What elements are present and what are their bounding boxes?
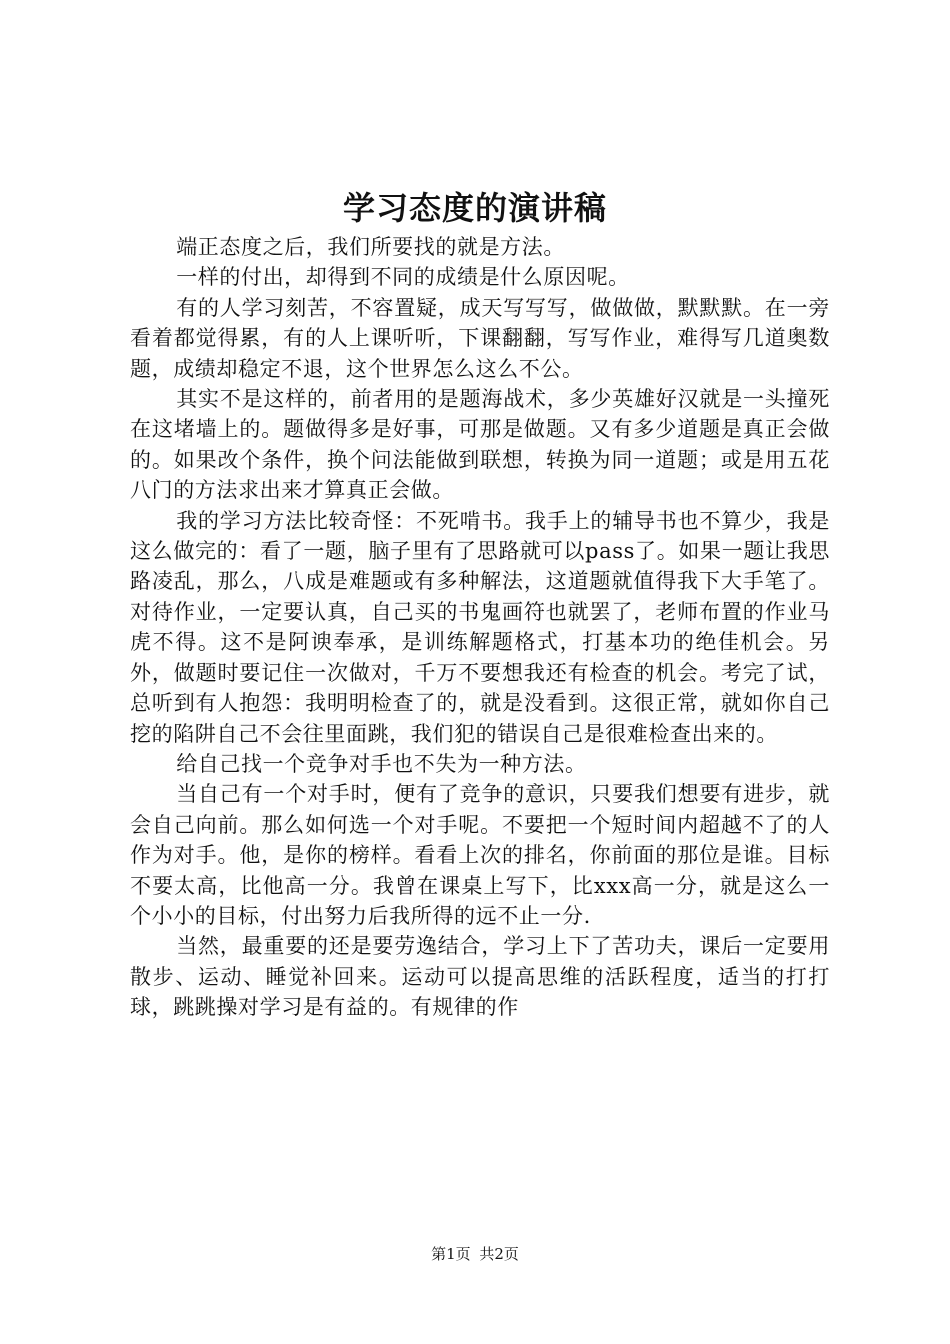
paragraph-6: 给自己找一个竞争对手也不失为一种方法。: [176, 751, 587, 776]
paragraph-8: 当然，最重要的还是要劳逸结合，学习上下了苦功夫，课后一定要用散步、运动、睡觉补回来。运动可以提高思维的活跃程度，适当的打打球，跳跳操对学习是有益的。有规律的作: [130, 934, 830, 1020]
paragraph-5: 我的学习方法比较奇怪：不死啃书。我手上的辅导书也不算少，我是这么做完的：看了一题，脑子里有了思路就可以pass了。如果一题让我思路凌乱，那么，八成是难题或有多种解法，这道题就值得我下大手笔了。对待作业，一定要认真，自己买的书鬼画符也就罢了，老师布置的作业马虎不得。这不是阿谀奉承，是训练解题格式，打基本功的绝佳机会。另外，做题时要记住一次做对，千万不要想我还有检查的机会。考完了试，总听到有人抱怨：我明明检查了的，就是没看到。这很正常，就如你自己挖的陷阱自己不会往里面跳，我们犯的错误自己是很难检查出来的。: [130, 508, 830, 746]
page-footer: 第1页 共2页: [431, 1245, 519, 1263]
document-title: 学习态度的演讲稿: [342, 189, 607, 227]
paragraph-2: 一样的付出，却得到不同的成绩是什么原因呢。: [176, 265, 630, 290]
paragraph-4: 其实不是这样的，前者用的是题海战术，多少英雄好汉就是一头撞死在这堵墙上的。题做得多是好事，可那是做题。又有多少道题是真正会做的。如果改个条件，换个问法能做到联想，转换为同一道题；或是用五花八门的方法求出来才算真正会做。: [130, 387, 830, 503]
paragraph-1: 端正态度之后，我们所要找的就是方法。: [176, 235, 565, 259]
paragraph-7: 当自己有一个对手时，便有了竞争的意识，只要我们想要有进步，就会自己向前。那么如何选一个对手呢。不要把一个短时间内超越不了的人作为对手。他，是你的榜样。看看上次的排名，你前面的那位是谁。目标不要太高，比他高一分。我曾在课桌上写下，比xxx高一分，就是这么一个小小的目标，付出努力后我所得的远不止一分.: [130, 782, 830, 928]
document-body: [130, 232, 830, 1023]
paragraph-3: 有的人学习刻苦，不容置疑，成天写写写，做做做，默默默。在一旁看着都觉得累，有的人上课听听，下课翻翻，写写作业，难得写几道奥数题，成绩却稳定不退，这个世界怎么这么不公。: [130, 295, 830, 381]
